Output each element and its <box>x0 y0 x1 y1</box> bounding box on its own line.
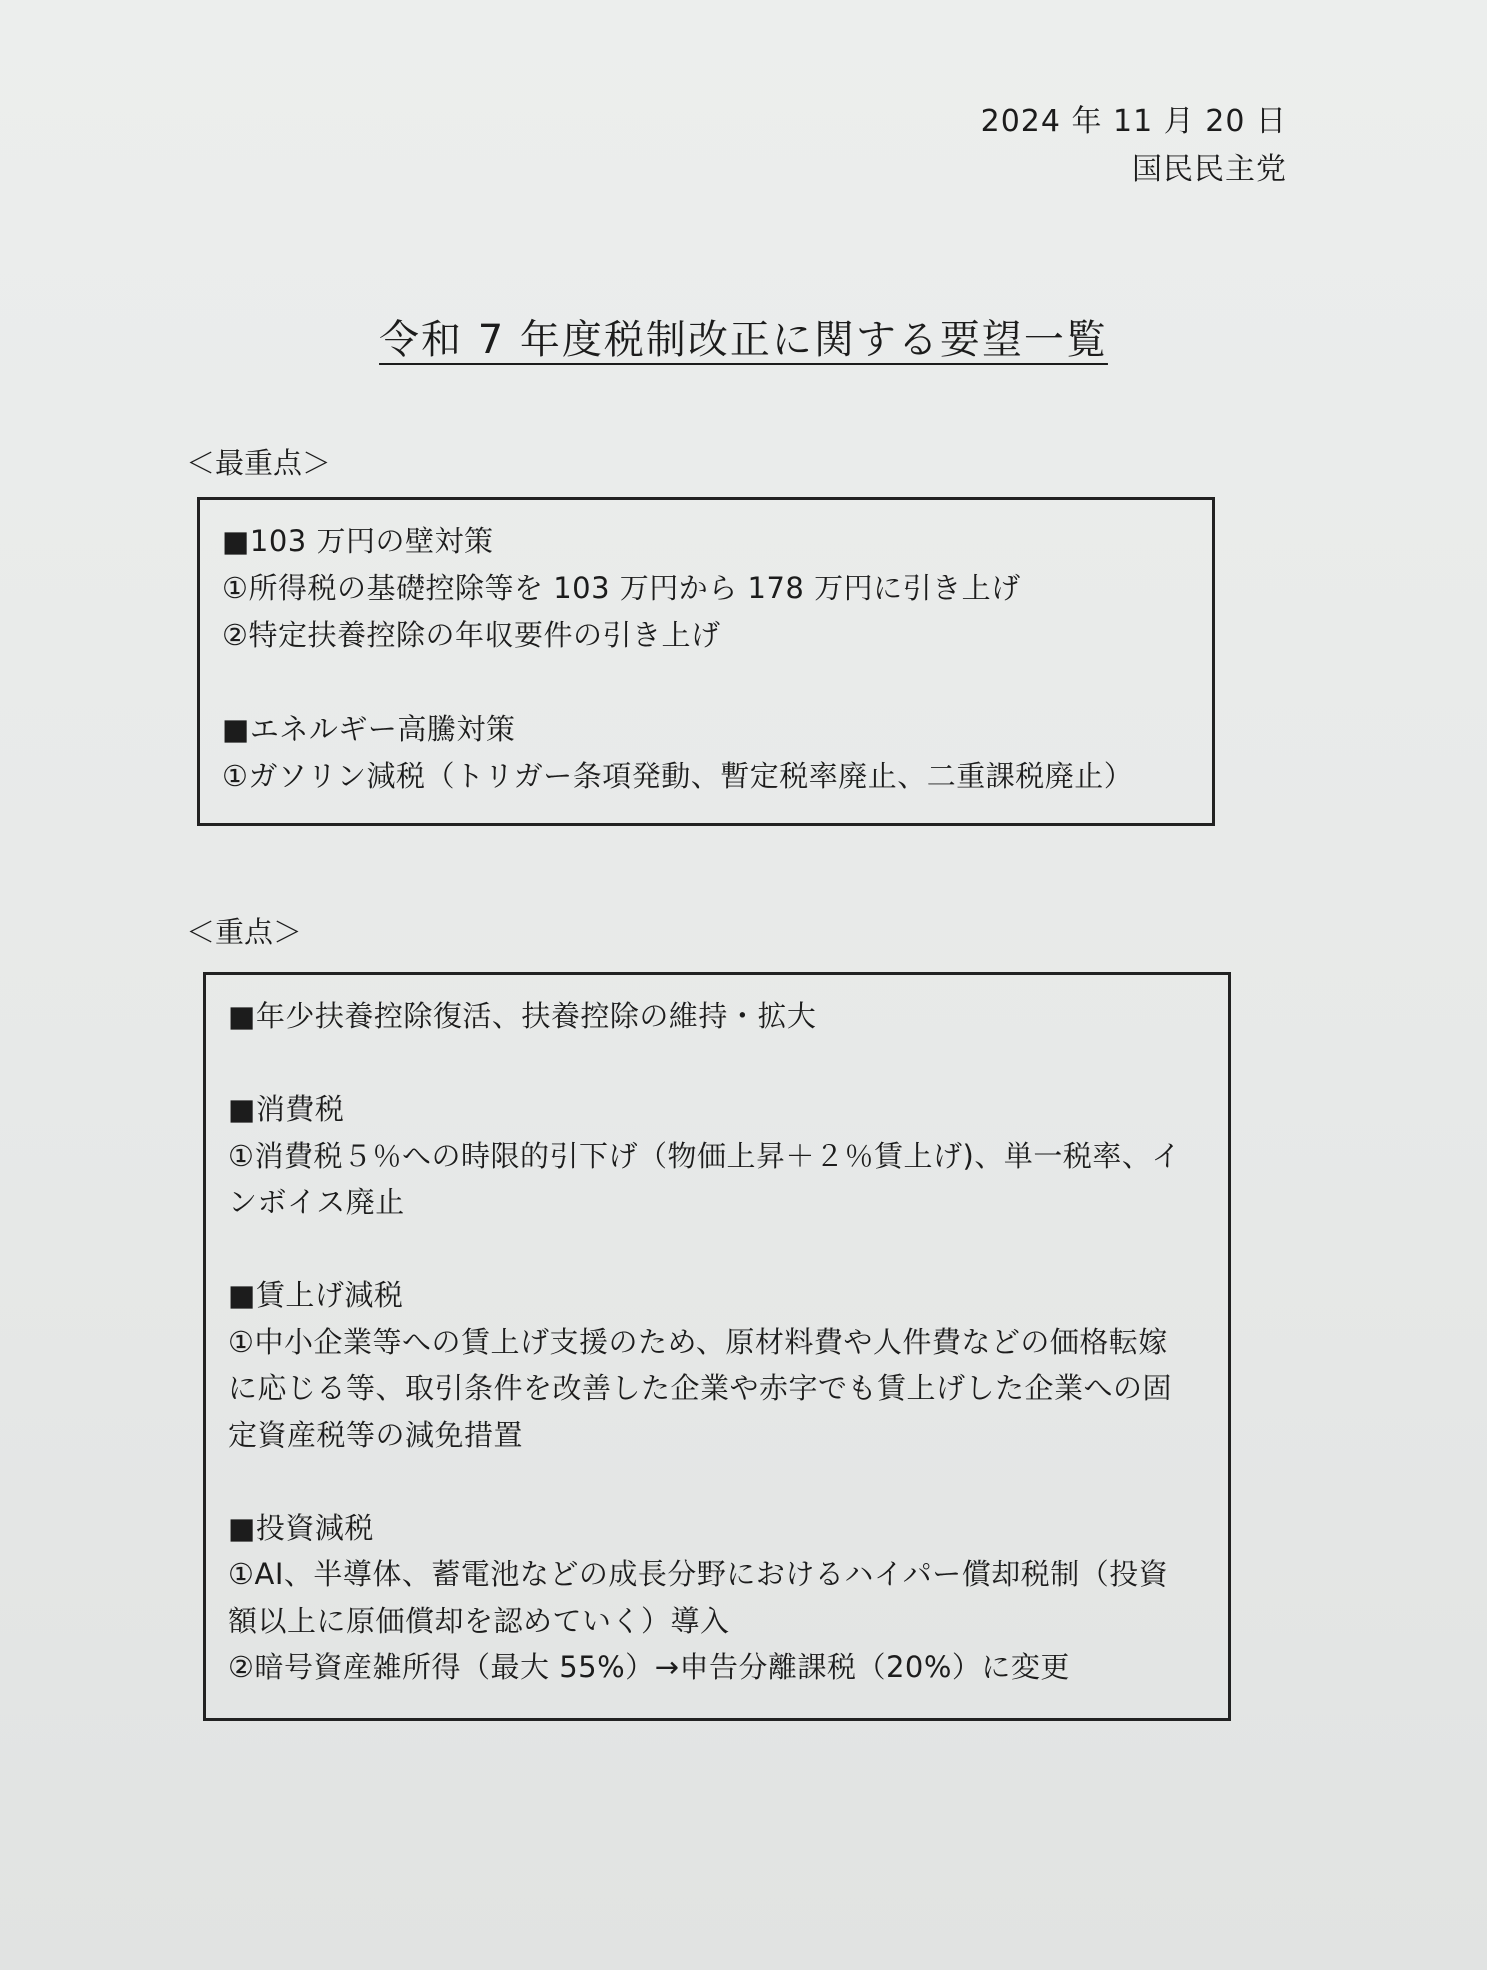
item-crypto-tax: ②暗号資産雑所得（最大 55%）→申告分離課税（20%）に変更 <box>228 1650 1070 1684</box>
heading-consumption-tax: ■消費税 <box>228 1092 345 1126</box>
item-investment-line-2: 額以上に原価償却を認めていく）導入 <box>228 1603 730 1638</box>
document-date: 2024 年 11 月 20 日 <box>980 104 1287 139</box>
document-title <box>0 308 1487 365</box>
heading-103-wall: ■103 万円の壁対策 <box>222 524 494 558</box>
spacer <box>222 659 1212 706</box>
heading-energy: ■エネルギー高騰対策 <box>222 712 516 746</box>
document-header <box>981 98 1287 194</box>
item-gasoline-tax: ①ガソリン減税（トリガー条項発動、暫定税率廃止、二重課税廃止） <box>222 759 1134 793</box>
section-label-top-priority: ＜最重点＞ <box>186 446 332 480</box>
heading-wage-tax: ■賃上げ減税 <box>228 1278 404 1312</box>
item-consumption-tax-line-2: ンボイス廃止 <box>228 1185 405 1219</box>
party-name: 国民民主党 <box>1132 152 1287 187</box>
item-basic-deduction: ①所得税の基礎控除等を 103 万円から 178 万円に引き上げ <box>222 571 1021 605</box>
heading-investment-tax: ■投資減税 <box>228 1510 374 1545</box>
spacer <box>228 1040 1228 1087</box>
item-wage-line-1: ①中小企業等への賃上げ支援のため、原材料費や人件費などの価格転嫁 <box>228 1324 1168 1359</box>
document-title-text: 令和 7 年度税制改正に関する要望一覧 <box>379 317 1108 363</box>
item-wage-line-3: 定資産税等の減免措置 <box>228 1417 524 1452</box>
priority-box <box>203 972 1231 1721</box>
item-specific-dependent: ②特定扶養控除の年収要件の引き上げ <box>222 618 721 652</box>
spacer <box>228 1458 1228 1505</box>
spacer <box>228 1226 1228 1273</box>
top-priority-box <box>197 497 1215 826</box>
item-investment-line-1: ①AI、半導体、蓄電池などの成長分野におけるハイパー償却税制（投資 <box>228 1557 1169 1591</box>
item-consumption-tax-line-1: ①消費税５％への時限的引下げ（物価上昇＋２％賃上げ)、単一税率、イ <box>228 1138 1181 1173</box>
heading-dependent-deduction: ■年少扶養控除復活、扶養控除の維持・拡大 <box>228 999 817 1033</box>
item-wage-line-2: に応じる等、取引条件を改善した企業や赤字でも賃上げした企業への固 <box>228 1371 1173 1405</box>
section-label-priority: ＜重点＞ <box>186 915 303 949</box>
